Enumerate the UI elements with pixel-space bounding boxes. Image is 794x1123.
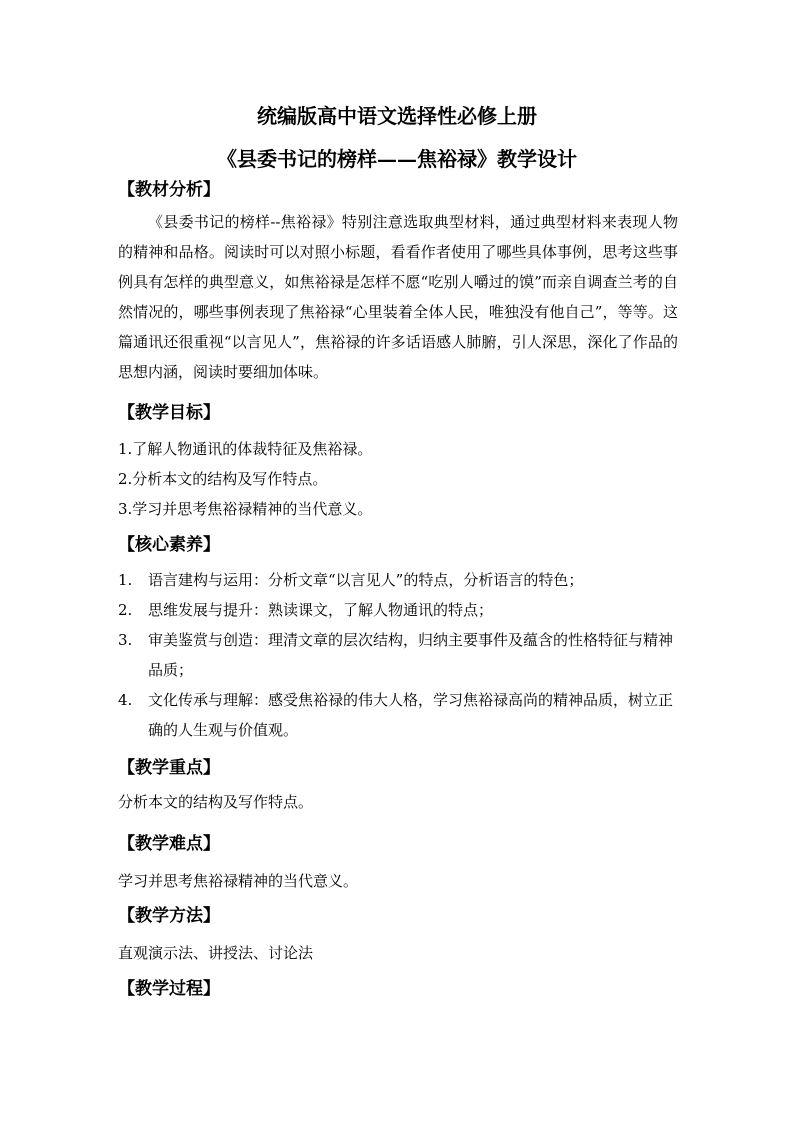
goal-item-3: 3.学习并思考焦裕禄精神的当代意义。 <box>118 500 373 518</box>
document-title: 统编版高中语文选择性必修上册 <box>257 104 537 128</box>
goal-item-2: 2.分析本文的结构及写作特点。 <box>118 470 328 488</box>
list-number: 1. <box>118 571 133 589</box>
list-text: 语言建构与运用：分析文章“以言见人”的特点，分析语言的特色； <box>148 571 584 589</box>
section-heading-methods: 【教学方法】 <box>118 906 220 926</box>
list-text: 审美鉴赏与创造：理清文章的层次结构，归纳主要事件及蕴含的性格特征与精神品质； <box>148 631 674 679</box>
list-number: 2. <box>118 601 133 619</box>
section-heading-difficulty: 【教学难点】 <box>118 834 220 854</box>
literacy-list <box>118 565 678 745</box>
section-heading-analysis: 【教材分析】 <box>118 180 220 200</box>
literacy-item-3 <box>118 625 678 685</box>
list-number: 4. <box>118 691 133 709</box>
list-number: 3. <box>118 631 133 649</box>
list-text: 思维发展与提升：熟读课文，了解人物通讯的特点； <box>148 601 494 619</box>
section-heading-process: 【教学过程】 <box>118 979 220 999</box>
key-point-text: 分析本文的结构及写作特点。 <box>118 793 314 811</box>
difficulty-text: 学习并思考焦裕禄精神的当代意义。 <box>118 872 359 890</box>
section-heading-literacy: 【核心素养】 <box>118 535 220 555</box>
goal-item-1: 1.了解人物通讯的体裁特征及焦裕禄。 <box>118 440 373 458</box>
section-heading-goals: 【教学目标】 <box>118 403 220 423</box>
analysis-paragraph: 《县委书记的榜样--焦裕禄》特别注意选取典型材料，通过典型材料来表现人物的精神和品格。阅读时可以对照小标题，看看作者使用了哪些具体事例，思考这些事例具有怎样的典型意义，如焦裕禄是怎样不愿“吃别人嚼过的馍”而亲自调查兰考的自然情况的，哪些事例表现了焦裕禄“心里装着全体人民，唯独没有他自己”，等等。这篇通讯还很重视“以言见人”，焦裕禄的许多话语感人肺腑，引人深思，深化了作品的思想内涵，阅读时要细加体味。 <box>118 213 678 381</box>
document-subtitle: 《县委书记的榜样——焦裕禄》教学设计 <box>217 147 577 171</box>
section-heading-key-point: 【教学重点】 <box>118 758 220 778</box>
methods-text: 直观演示法、讲授法、讨论法 <box>118 944 314 962</box>
literacy-item-4 <box>118 685 678 745</box>
list-text: 文化传承与理解：感受焦裕禄的伟大人格，学习焦裕禄高尚的精神品质，树立正确的人生观与价值观。 <box>148 691 674 739</box>
literacy-item-2 <box>118 595 678 625</box>
literacy-item-1 <box>118 565 678 595</box>
